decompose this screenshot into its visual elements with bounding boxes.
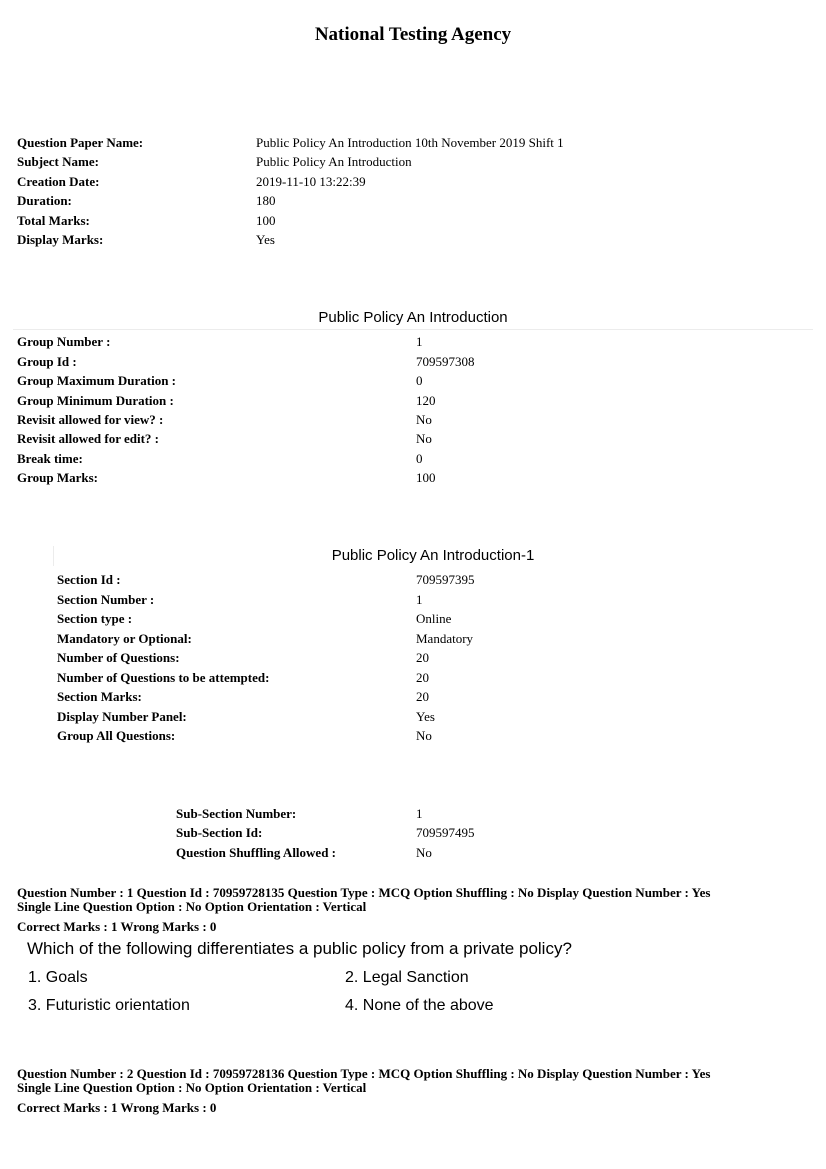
field-value: Public Policy An Introduction 10th November 2019 Shift 1 — [256, 135, 564, 150]
question-meta: Question Number : 2 Question Id : 70959728136 Question Type : MCQ Option Shuffling : No Display Question Number : Yes — [17, 1066, 711, 1081]
field-value: Public Policy An Introduction — [256, 154, 412, 169]
question-marks: Correct Marks : 1 Wrong Marks : 0 — [17, 919, 217, 934]
field-label: Subject Name: — [17, 154, 99, 169]
field-value: No — [416, 728, 432, 743]
field-value: No — [416, 431, 432, 446]
page-title: National Testing Agency — [314, 24, 512, 45]
field-value: 1 — [416, 806, 423, 821]
field-value: No — [416, 845, 432, 860]
question-meta: Single Line Question Option : No Option Orientation : Vertical — [17, 1080, 367, 1095]
field-label: Total Marks: — [17, 213, 90, 228]
field-label: Display Number Panel: — [57, 709, 187, 724]
answer-option: 3. Futuristic orientation — [28, 997, 190, 1014]
field-value: 20 — [416, 650, 429, 665]
section-heading: Public Policy An Introduction-1 — [331, 547, 535, 564]
field-label: Question Paper Name: — [17, 135, 144, 150]
field-label: Group Id : — [17, 354, 77, 369]
field-value: 1 — [416, 334, 423, 349]
field-value: 2019-11-10 13:22:39 — [256, 174, 366, 189]
field-label: Creation Date: — [17, 174, 100, 189]
field-label: Group Number : — [17, 334, 111, 349]
field-value: 0 — [416, 451, 423, 466]
field-value: 0 — [416, 373, 423, 388]
field-label: Number of Questions: — [57, 650, 180, 665]
field-label: Group Minimum Duration : — [17, 393, 174, 408]
field-value: 120 — [416, 393, 436, 408]
field-value: 100 — [256, 213, 276, 228]
question-meta: Single Line Question Option : No Option Orientation : Vertical — [17, 899, 367, 914]
field-label: Section Id : — [57, 572, 121, 587]
field-label: Duration: — [17, 193, 72, 208]
field-value: 709597395 — [416, 572, 475, 587]
field-label: Break time: — [17, 451, 83, 466]
field-label: Group Maximum Duration : — [17, 373, 177, 388]
field-value: 20 — [416, 689, 429, 704]
field-label: Number of Questions to be attempted: — [57, 670, 270, 685]
field-value: Online — [416, 611, 452, 626]
divider — [13, 329, 813, 330]
field-value: Yes — [416, 709, 435, 724]
field-label: Question Shuffling Allowed : — [176, 845, 337, 860]
question-text: Which of the following differentiates a public policy from a private policy? — [27, 939, 572, 958]
field-value: Yes — [256, 232, 275, 247]
field-value: 180 — [256, 193, 276, 208]
field-value: 20 — [416, 670, 429, 685]
field-label: Mandatory or Optional: — [57, 631, 192, 646]
field-value: No — [416, 412, 432, 427]
field-label: Sub-Section Id: — [176, 825, 263, 840]
field-label: Revisit allowed for edit? : — [17, 431, 160, 446]
question-meta: Question Number : 1 Question Id : 70959728135 Question Type : MCQ Option Shuffling : No Display Question Number : Yes — [17, 885, 711, 900]
field-label: Section type : — [57, 611, 133, 626]
field-label: Section Number : — [57, 592, 155, 607]
field-value: Mandatory — [416, 631, 474, 646]
answer-option: 1. Goals — [28, 969, 88, 986]
field-label: Display Marks: — [17, 232, 104, 247]
field-value: 709597495 — [416, 825, 475, 840]
field-value: 709597308 — [416, 354, 475, 369]
field-value: 100 — [416, 470, 436, 485]
group-heading: Public Policy An Introduction — [318, 309, 508, 326]
answer-option: 4. None of the above — [345, 997, 494, 1014]
field-label: Group All Questions: — [57, 728, 176, 743]
field-label: Sub-Section Number: — [176, 806, 297, 821]
field-value: 1 — [416, 592, 423, 607]
field-label: Section Marks: — [57, 689, 142, 704]
field-label: Revisit allowed for view? : — [17, 412, 164, 427]
field-label: Group Marks: — [17, 470, 99, 485]
answer-option: 2. Legal Sanction — [345, 969, 469, 986]
question-marks: Correct Marks : 1 Wrong Marks : 0 — [17, 1100, 217, 1115]
